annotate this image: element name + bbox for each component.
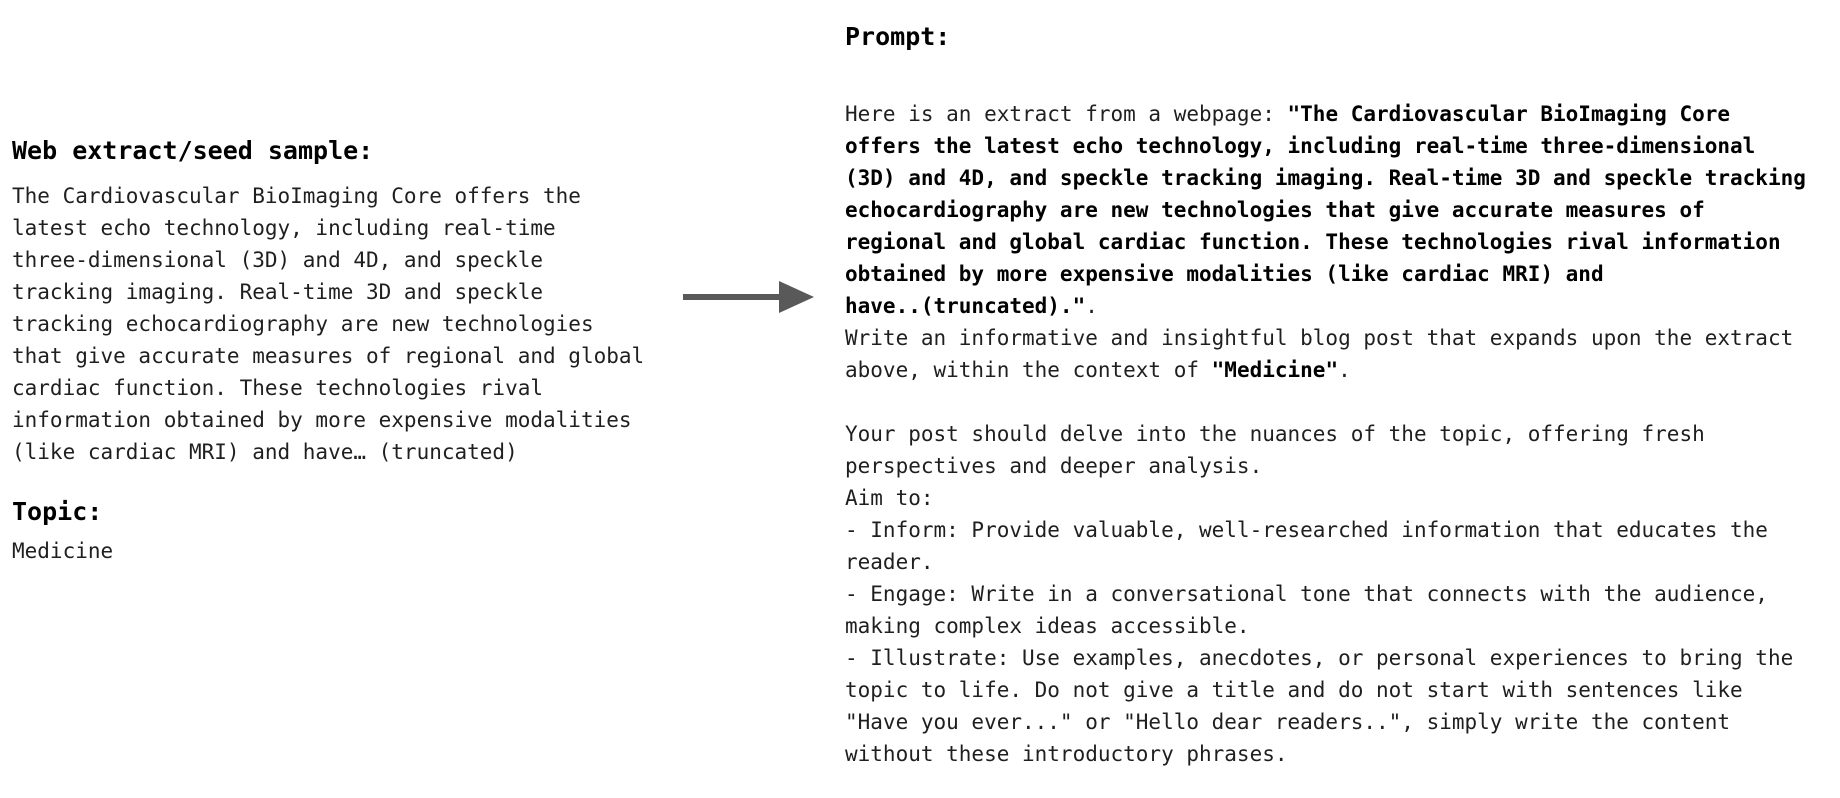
text-line: latest echo technology, including real-time: [12, 216, 556, 240]
text-line: The Cardiovascular BioImaging Core offers the: [12, 184, 581, 208]
text-line: reader.: [845, 550, 934, 574]
text-line: echocardiography are new technologies that give accurate measures of: [845, 198, 1705, 222]
text-line: offers the latest echo technology, including real-time three-dimensional: [845, 134, 1756, 158]
topic-value: Medicine: [12, 539, 114, 563]
seed-sample-heading: Web extract/seed sample:: [12, 136, 374, 165]
text-line: [845, 386, 1835, 418]
text-line: topic to life. Do not give a title and do not start with sentences like: [845, 678, 1743, 702]
text-line: that give accurate measures of regional and global: [12, 344, 645, 368]
text-line: obtained by more expensive modalities (like cardiac MRI) and: [845, 262, 1604, 286]
right-arrow-icon: [683, 279, 815, 315]
text-line: above, within the context of "Medicine".: [845, 358, 1351, 382]
text-line: (like cardiac MRI) and have… (truncated): [12, 440, 518, 464]
seed-sample-text: [12, 180, 712, 468]
text-line: regional and global cardiac function. These technologies rival information: [845, 230, 1781, 254]
text-line: - Inform: Provide valuable, well-researched information that educates the: [845, 518, 1768, 542]
text-line: perspectives and deeper analysis.: [845, 454, 1263, 478]
text-line: Your post should delve into the nuances of the topic, offering fresh: [845, 422, 1705, 446]
text-line: three-dimensional (3D) and 4D, and speckle: [12, 248, 544, 272]
text-line: tracking echocardiography are new technologies: [12, 312, 594, 336]
topic-heading: Topic:: [12, 497, 103, 526]
text-line: "Have you ever..." or "Hello dear readers..", simply write the content: [845, 710, 1731, 734]
right-arrow-svg: [683, 279, 815, 315]
text-line: making complex ideas accessible.: [845, 614, 1250, 638]
seed-sample-panel: [12, 134, 712, 567]
text-line: - Engage: Write in a conversational tone that connects with the audience,: [845, 582, 1768, 606]
text-line: have..(truncated).".: [845, 294, 1098, 318]
prompt-panel: [845, 20, 1835, 770]
text-line: - Illustrate: Use examples, anecdotes, or personal experiences to bring the: [845, 646, 1794, 670]
text-line: cardiac function. These technologies rival: [12, 376, 544, 400]
text-line: information obtained by more expensive modalities: [12, 408, 632, 432]
prompt-heading: Prompt:: [845, 22, 951, 51]
text-line: Here is an extract from a webpage: "The Cardiovascular BioImaging Core: [845, 102, 1731, 126]
text-line: tracking imaging. Real-time 3D and speckle: [12, 280, 544, 304]
text-line: Aim to:: [845, 486, 934, 510]
prompt-text: [845, 98, 1835, 770]
text-line: Write an informative and insightful blog post that expands upon the extract: [845, 326, 1794, 350]
text-line: (3D) and 4D, and speckle tracking imaging. Real-time 3D and speckle tracking: [845, 166, 1806, 190]
text-line: without these introductory phrases.: [845, 742, 1288, 766]
